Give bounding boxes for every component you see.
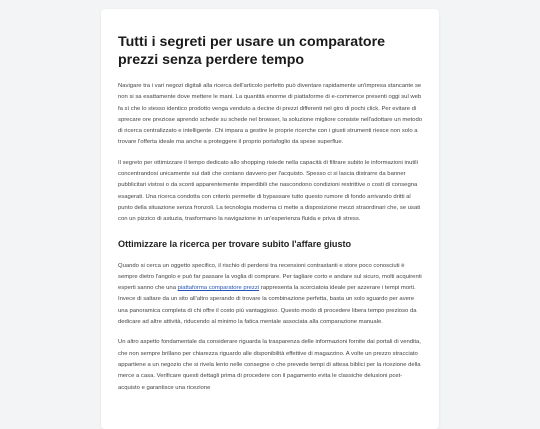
section-heading: Ottimizzare la ricerca per trovare subito l'affare giusto — [118, 238, 352, 249]
section-paragraph-2: Un altro aspetto fondamentale da considerare riguarda la trasparenza delle informazioni fornite dai portali di vendita, che non sempre brillano per chiarezza riguardo alle disponibilità effettive di magazzino. A volte un prezzo stracciato appartiene a un negozio che si rivela lento nelle consegne o che prevede tempi di attesa biblici per la ricezione della merce a casa. Verificare questi dettagli prima di procedere con il pagamento evita le classiche delusioni post-acquisto e garantisce una ricezione — [118, 339, 421, 391]
comparatore-prezzi-link[interactable]: piattaforma comparatore prezzi — [177, 285, 260, 292]
intro-paragraph-1: Navigare tra i vari negozi digitali alla ricerca dell'articolo perfetto può diventare rapidamente un'impresa stancante se non si sa esattamente dove mettere le mani. La quantità enorme di piattaforme di e-commerce presenti oggi sul web fa sì che lo stesso identico prodotto venga venduto a decine di prezzi differenti nel giro di pochi click. Per evitare di sprecare ore preziose aprendo schede su schede nel browser, la soluzione migliore consiste nell'adottare un metodo di ricerca centralizzato e intelligente. Chi impara a gestire le proprie ricerche con i giusti strumenti riesce non solo a trovare l'offerta ideale ma anche a proteggere il proprio portafoglio da spese superflue. — [118, 83, 423, 146]
intro-paragraph-2: Il segreto per ottimizzare il tempo dedicato allo shopping risiede nella capacità di filtrare subito le informazioni inutili concentrandosi unicamente sui dati che contano davvero per l'acquisto. Spesso ci si lascia distrarre da banner pubblicitari vistosi o da sconti apparentemente imperdibili che nascondono condizioni restrittive o costi di consegna esagerati. Una ricerca condotta con criterio permette di bypassare tutto questo rumore di fondo arrivando dritti al punto della situazione senza fronzoli. La tecnologia moderna ci mette a disposizione mezzi straordinari che, se usati con un pizzico di astuzia, trasformano la navigazione in un'esperienza fluida e priva di stress. — [118, 159, 421, 223]
section-paragraph-1 — [118, 261, 422, 329]
section-paragraph-1-end: rappresenta la scorciatoia ideale per azzerare i tempi morti. Invece di saltare da un sito all'altro sperando di trovare la combinazione perfetta, basta un solo sguardo per avere una panoramica completa di chi offre il costo più vantaggioso. Questo modo di procedere libera tempo prezioso da dedicare ad altre attività, riducendo al minimo la fatica mentale associata alla comparazione manuale. — [118, 285, 417, 326]
article-content — [101, 9, 439, 394]
article-title: Tutti i segreti per usare un comparatore prezzi senza perdere tempo — [118, 34, 385, 68]
section-paragraph-1-start: Quando si cerca un oggetto specifico, il rischio di perdersi tra recensioni contrastanti e store poco conosciuti è sempre dietro l'angolo e può far passare la voglia di comprare. Per tagliare corto e andare sul sicuro, molti acquirenti esperti sanno che una — [118, 262, 422, 292]
article-card — [101, 9, 439, 429]
